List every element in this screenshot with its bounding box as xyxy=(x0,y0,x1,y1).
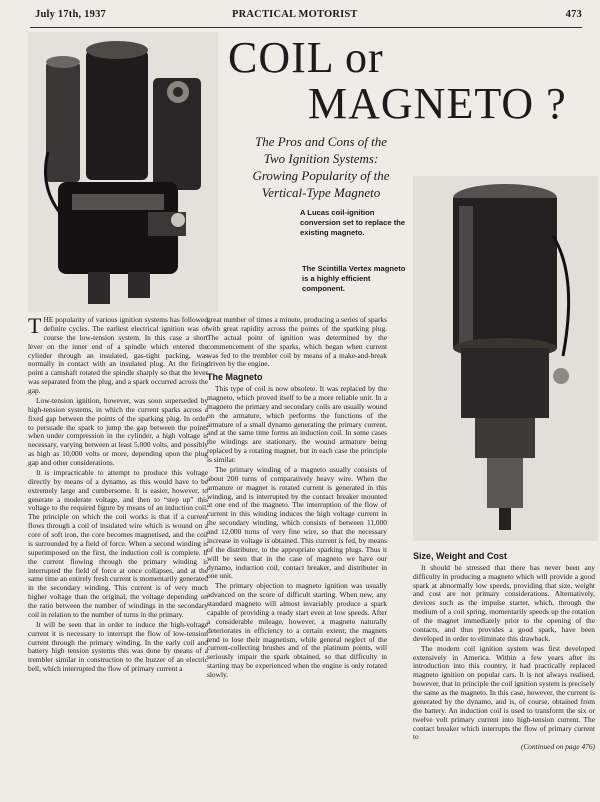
page-number: 473 xyxy=(565,9,582,20)
article-column-3 xyxy=(413,548,595,752)
article-paragraph: This type of coil is now obsolete. It was replaced by the magneto, which proved itself to be a more reliable unit. In a magneto the primary and secondary coils are usually wound on the armature, which performs the functions of the armature of a small dynamo generating the primary current, and at the same time forms an induction coil. In some cases the windings are stationary, the wound armature being replaced by a rotating magnet, but in each case the principle is similar. xyxy=(207,384,387,465)
article-paragraph-text: HE popularity of various ignition systems has followed definite cycles. The earliest electrical ignition was of course the low-tension system. In this case a short lever on the inner end of a spindle which entered the cylinder through an insulated, gas-tight packing, was normally in contact with an insulated plug. At the firing point a camshaft rotated the spindle sharply so that the lever was separated from the plug, and a spark occurred across the gap. xyxy=(28,315,208,395)
article-paragraph: The primary winding of a magneto usually consists of about 200 turns of comparatively heavy wire. When the armature or magnet is rotated current is generated in this winding, and is interrupted by the contact breaker mounted at one end of the magneto. The interruption of the flow of current in this winding induces the high voltage current in the secondary winding, which consists of between 11,000 and 12,000 turns of very fine wire, so that the necessary increase in voltage is obtained. This current is fed, by means of the distributer, to the appropriate sparking plugs. Thus it will be seen that in the case of magneto we have our dynamo, induction coil, contact breaker, and distributer in one unit. xyxy=(207,464,387,581)
magneto-photo xyxy=(413,176,598,541)
article-column-2 xyxy=(207,316,387,681)
journal-name: PRACTICAL MOTORIST xyxy=(232,9,358,20)
article-column-1 xyxy=(28,313,208,675)
article-paragraph: The modern coil ignition system was first developed extensively in America. Within a few years after its introduction into this country, it had practically replaced magneto ignition on popular cars. It is not always realised, however, that in principle the coil ignition system is precisely the same as the magneto. In this case, however, the current is generated by the dynamo, and is, of course, obtained from the battery. An induction coil is used to transform the six or twelve volt primary current into high-tension current. The contact breaker which interrupts the flow of primary current to xyxy=(413,643,595,742)
article-paragraph xyxy=(28,313,208,396)
article-paragraph: It will be seen that in order to induce the high-voltage current it is necessary to interrupt the flow of low-tension current through the primary winding. In the early coil and battery high tension systems this was done by means of a trembler similar in construction to the buzzer of an electric bell, which interrupted the flow of primary current a xyxy=(28,619,208,674)
header-rule xyxy=(30,27,582,28)
article-paragraph: great number of times a minute, producing a series of sparks with great rapidity across the points of the sparking plug. The actual point of ignition was determined by the commencement of the sparks, which began when current was fed to the trembler coil by means of a make-and-break driven by the engine. xyxy=(207,315,387,369)
title-line-1: COIL or xyxy=(228,33,384,82)
article-paragraph: It should be stressed that there has never been any difficulty in producing a magneto which will provide a good spark at abnormally low speeds, providing that size, weight and cost are not primary considerations. Alternatively, devices such as the impulse starter, which, through the medium of a coil spring, momentarily speeds up the rotation of the magnet immediately prior to the opening of the contacts, and thus provides a good spark, have been developed in order to eliminate this drawback. xyxy=(413,562,595,643)
article-paragraph: The primary objection to magneto ignition was usually advanced on the score of difficult starting. When new, any standard magneto will almost invariably produce a spark capable of providing a ready start even at low speeds. After a considerable mileage, however, a magneto naturally deteriorates in efficiency to a certain extent; the magnets tend to lose their magnetism, while general neglect of the current-collecting brushes and of the platinum points, will seriously impair the spark obtained, so that difficulty in starting may be experienced when the engine is only rotated slowly. xyxy=(207,581,387,680)
issue-date: July 17th, 1937 xyxy=(35,9,106,20)
continued-note: (Continued on page 476) xyxy=(520,742,595,752)
article-subtitle: The Pros and Cons of the Two Ignition Systems: Growing Popularity of the Vertical-Type Magneto xyxy=(252,134,390,200)
coil-ignition-photo xyxy=(28,32,218,312)
section-heading-size-weight-cost: Size, Weight and Cost xyxy=(413,551,507,561)
article-paragraph: Low-tension ignition, however, was soon superseded by high-tension systems, in which the current sparks across a fixed gap between the points of the sparking plug. In order to persuade the spark to jump the gap between the points when under compression in the cylinder, a high voltage is necessary, varying between at least 5,000 volts, and possibly as high as 10,000 volts or more, depending upon the plug gap and other considerations. xyxy=(28,395,208,467)
drop-cap: T xyxy=(28,313,42,338)
title-line-2: MAGNETO ? xyxy=(308,79,567,128)
section-heading-magneto: The Magneto xyxy=(207,372,263,383)
coil-photo-caption: A Lucas coil-ignition conversion set to replace the existing magneto. xyxy=(300,208,406,237)
article-paragraph: It is impracticable to attempt to produce this voltage directly by means of a dynamo, as this would have to be extremely large and cumbersome. It is easier, however, to generate a moderate voltage, and then to “step up” this voltage to the required figure by means of an induction coil. The principle on which the coil works is that if a current flows through a coil of insulated wire which is wound on a core of soft iron, the core becomes magnetised, and the coil is surrounded by a field of force. When a second winding is superimposed on the first, the induction coil is complete. If the current flowing through the primary winding is interrupted the field of force at once collapses, and at the same time an entirely fresh current is momentarily generated in the secondary winding. This current is of very much higher voltage than the original, the voltage depending on the ratio between the number of windings in the secondary coil in relation to the number of turns in the primary. xyxy=(28,467,208,619)
magneto-photo-caption: The Scintilla Vertex magneto is a highly efficient component. xyxy=(302,264,406,293)
